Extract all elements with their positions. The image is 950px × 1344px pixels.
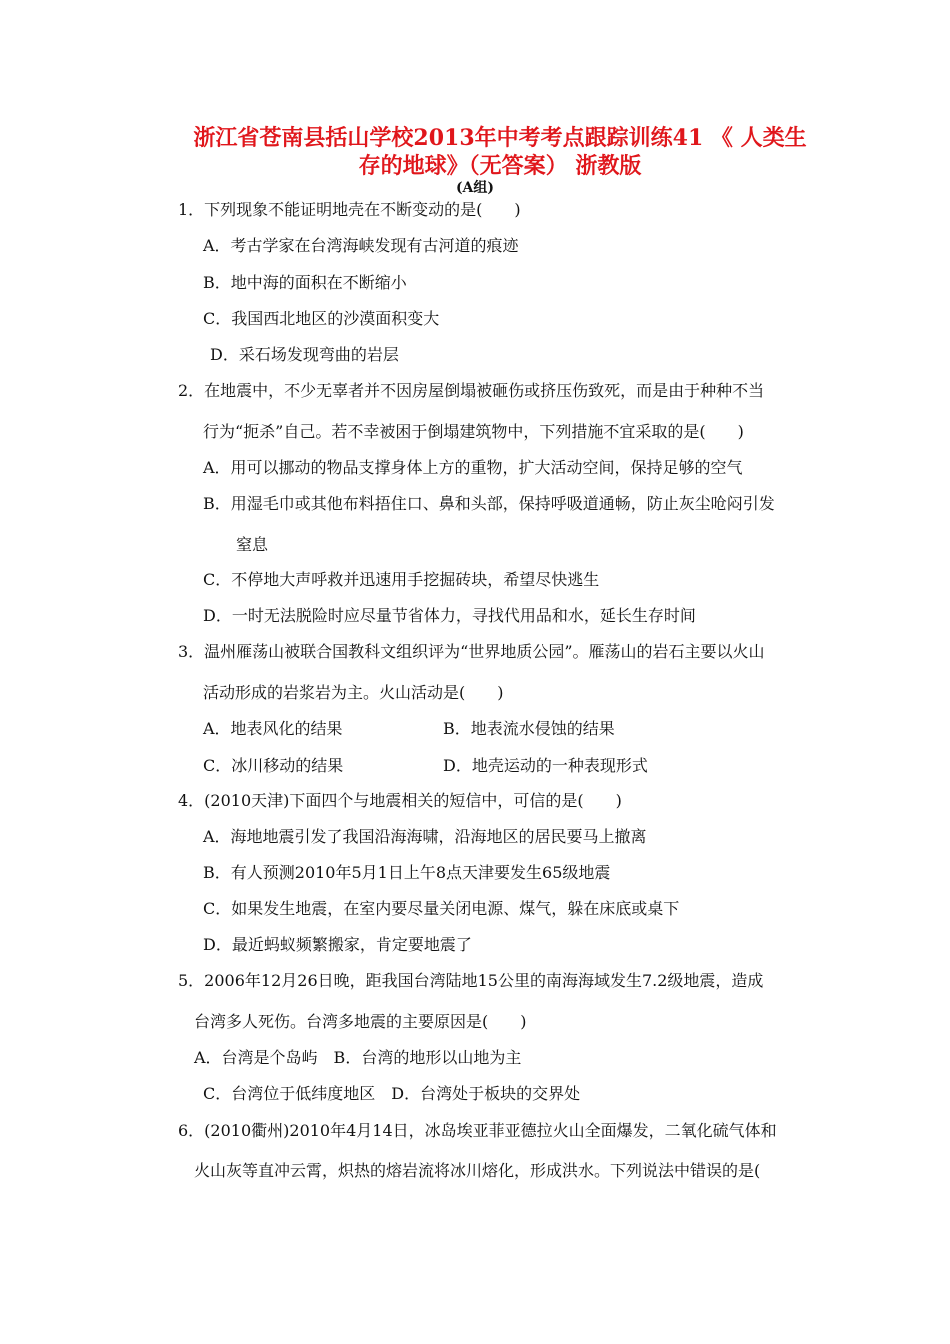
question-3-option-c: C．冰川移动的结果 xyxy=(203,756,344,775)
question-4-stem: 4．(2010天津)下面四个与地震相关的短信中，可信的是( ) xyxy=(178,791,622,810)
question-3-option-a: A．地表风化的结果 xyxy=(203,719,343,738)
question-2-option-a: A．用可以挪动的物品支撑身体上方的重物，扩大活动空间，保持足够的空气 xyxy=(203,458,743,477)
question-2-option-d: D．一时无法脱险时应尽量节省体力，寻找代用品和水，延长生存时间 xyxy=(203,606,696,625)
question-1-stem: 1．下列现象不能证明地壳在不断变动的是( ) xyxy=(178,200,521,219)
question-6-stem-line-2: 火山灰等直冲云霄，炽热的熔岩流将冰川熔化，形成洪水。下列说法中错误的是( xyxy=(194,1161,761,1180)
question-5-stem-line-1: 5．2006年12月26日晚，距我国台湾陆地15公里的南海海域发生7.2级地震，造成 xyxy=(178,971,764,990)
question-4-option-c: C．如果发生地震，在室内要尽量关闭电源、煤气，躲在床底或桌下 xyxy=(203,899,680,918)
group-label: (A组) xyxy=(455,180,495,196)
question-3-option-b: B．地表流水侵蚀的结果 xyxy=(443,719,615,738)
question-4-option-d: D．最近蚂蚁频繁搬家，肯定要地震了 xyxy=(203,935,472,954)
question-1-option-c: C．我国西北地区的沙漠面积变大 xyxy=(203,309,440,328)
question-5-options-row-2: C．台湾位于低纬度地区 D．台湾处于板块的交界处 xyxy=(203,1084,581,1103)
question-5-options-row-1: A．台湾是个岛屿 B．台湾的地形以山地为主 xyxy=(194,1048,522,1067)
question-2-stem-line-2: 行为“扼杀”自己。若不幸被困于倒塌建筑物中，下列措施不宜采取的是( ) xyxy=(203,422,744,441)
question-3-option-d: D．地壳运动的一种表现形式 xyxy=(443,756,648,775)
question-3-stem-line-1: 3．温州雁荡山被联合国教科文组织评为“世界地质公园”。雁荡山的岩石主要以火山 xyxy=(178,642,765,661)
document-title-line-1: 浙江省苍南县括山学校2013年中考考点跟踪训练41 《 人类生 xyxy=(193,125,807,151)
question-2-option-b: B．用湿毛巾或其他布料捂住口、鼻和头部，保持呼吸道通畅，防止灰尘呛闷引发 xyxy=(203,494,775,513)
question-2-option-c: C．不停地大声呼救并迅速用手挖掘砖块，希望尽快逃生 xyxy=(203,570,600,589)
question-6-stem-line-1: 6．(2010衢州)2010年4月14日，冰岛埃亚菲亚德拉火山全面爆发，二氧化硫气体和 xyxy=(178,1121,777,1140)
document-title-line-2: 存的地球》（无答案） 浙教版 xyxy=(358,153,642,179)
question-1-option-d: D．采石场发现弯曲的岩层 xyxy=(210,345,399,364)
question-2-stem-line-1: 2．在地震中，不少无辜者并不因房屋倒塌被砸伤或挤压伤致死，而是由于种种不当 xyxy=(178,381,765,400)
question-3-stem-line-2: 活动形成的岩浆岩为主。火山活动是( ) xyxy=(203,683,504,702)
question-1-option-a: A．考古学家在台湾海峡发现有古河道的痕迹 xyxy=(203,236,519,255)
question-5-stem-line-2: 台湾多人死伤。台湾多地震的主要原因是( ) xyxy=(194,1012,527,1031)
question-1-option-b: B．地中海的面积在不断缩小 xyxy=(203,273,407,292)
question-4-option-b: B．有人预测2010年5月1日上午8点天津要发生65级地震 xyxy=(203,863,611,882)
question-4-option-a: A．海地地震引发了我国沿海海啸，沿海地区的居民要马上撤离 xyxy=(203,827,647,846)
question-2-option-b-continued: 窒息 xyxy=(236,535,269,554)
